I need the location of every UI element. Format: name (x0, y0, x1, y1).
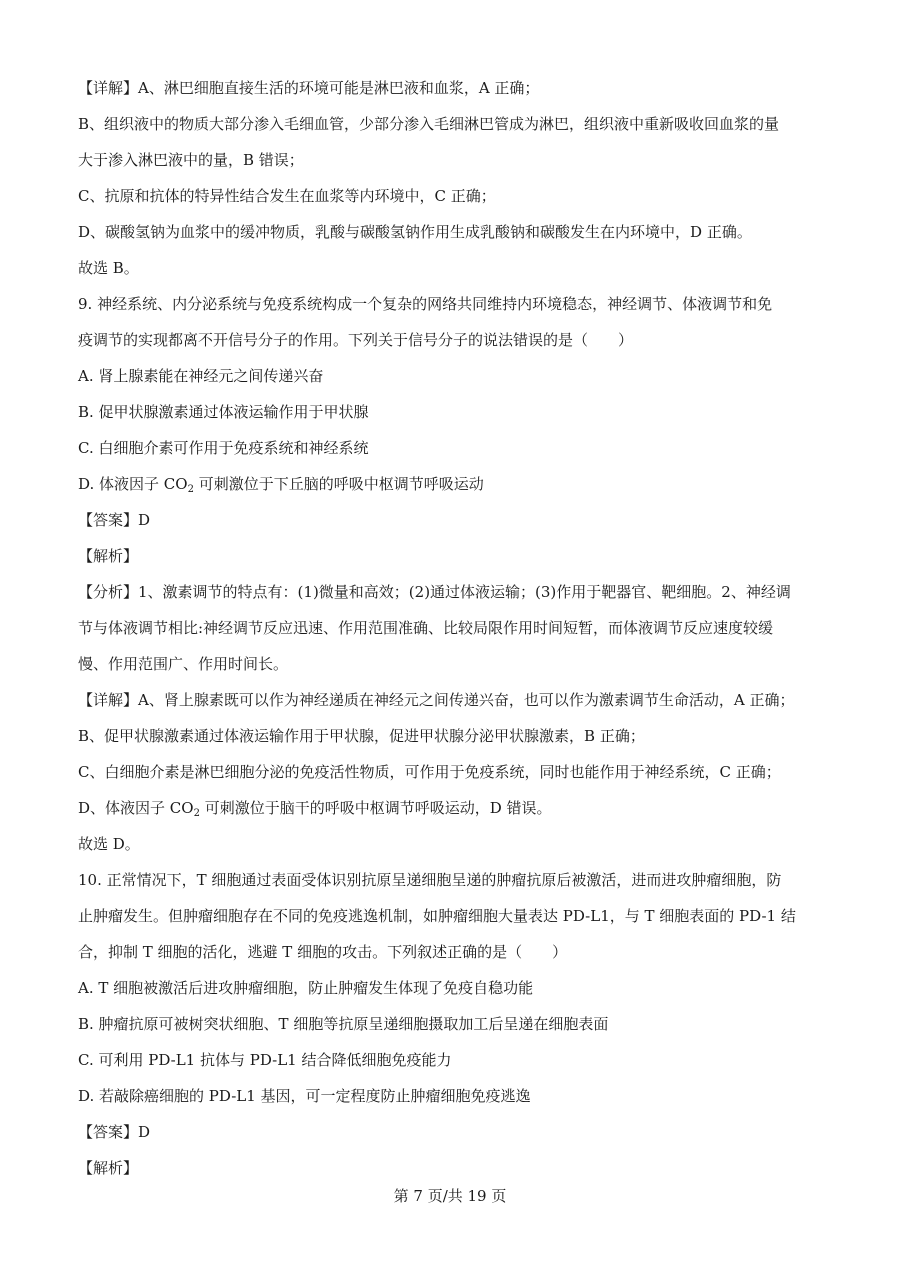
question-9-stem: 9. 神经系统、内分泌系统与免疫系统构成一个复杂的网络共同维持内环境稳态，神经调节、体液调节和免 (78, 295, 773, 313)
text-line: 节与体液调节相比:神经调节反应迅速、作用范围准确、比较局限作用时间短暂，而体液调节反应速度较缓 (78, 619, 774, 637)
subscript: 2 (193, 808, 200, 819)
option-b: B. 肿瘤抗原可被树突状细胞、T 细胞等抗原呈递细胞摄取加工后呈递在细胞表面 (78, 1015, 609, 1033)
answer-label: 【答案】D (78, 1123, 151, 1141)
text-line: D、碳酸氢钠为血浆中的缓冲物质，乳酸与碳酸氢钠作用生成乳酸钠和碳酸发生在内环境中，D 正确。 (78, 223, 752, 241)
text-line: 【分析】1、激素调节的特点有：(1)微量和高效；(2)通过体液运输；(3)作用于靶器官、靶细胞。2、神经调 (78, 583, 791, 601)
question-10-stem: 止肿瘤发生。但肿瘤细胞存在不同的免疫逃逸机制，如肿瘤细胞大量表达 PD-L1，与 T 细胞表面的 PD-1 结 (78, 907, 796, 925)
text-line: 【详解】A、淋巴细胞直接生活的环境可能是淋巴液和血浆，A 正确； (78, 79, 540, 97)
answer-label: 【答案】D (78, 511, 151, 529)
option-a: A. 肾上腺素能在神经元之间传递兴奋 (78, 367, 324, 385)
page-footer: 第 7 页/共 19 页 (393, 1187, 507, 1205)
text-line: 慢、作用范围广、作用时间长。 (78, 655, 289, 673)
subscript: 2 (187, 484, 194, 495)
text-segment: D、体液因子 CO (78, 799, 194, 817)
text-line: 故选 B。 (78, 259, 139, 277)
text-line (78, 798, 828, 824)
option-d: D. 若敲除癌细胞的 PD-L1 基因，可一定程度防止肿瘤细胞免疫逃逸 (78, 1087, 531, 1105)
text-segment: 可刺激位于下丘脑的呼吸中枢调节呼吸运动 (193, 475, 484, 493)
question-10-stem: 合，抑制 T 细胞的活化，逃避 T 细胞的攻击。下列叙述正确的是（ ） (78, 943, 568, 961)
option-a: A. T 细胞被激活后进攻肿瘤细胞，防止肿瘤发生体现了免疫自稳功能 (78, 979, 534, 997)
text-line: B、促甲状腺激素通过体液运输作用于甲状腺，促进甲状腺分泌甲状腺激素，B 正确； (78, 727, 645, 745)
text-line: 大于渗入淋巴液中的量，B 错误； (78, 151, 304, 169)
question-9-stem: 疫调节的实现都离不开信号分子的作用。下列关于信号分子的说法错误的是（ ） (78, 331, 634, 349)
analysis-label: 【解析】 (78, 1159, 139, 1177)
text-segment: 可刺激位于脑干的呼吸中枢调节呼吸运动，D 错误。 (199, 799, 552, 817)
option-b: B. 促甲状腺激素通过体液运输作用于甲状腺 (78, 403, 369, 421)
option-c: C. 白细胞介素可作用于免疫系统和神经系统 (78, 439, 369, 457)
option-d (78, 474, 828, 500)
text-line: C、白细胞介素是淋巴细胞分泌的免疫活性物质，可作用于免疫系统，同时也能作用于神经系统，C 正确； (78, 763, 781, 781)
question-10-stem: 10. 正常情况下，T 细胞通过表面受体识别抗原呈递细胞呈递的肿瘤抗原后被激活，进而进攻肿瘤细胞，防 (78, 871, 782, 889)
analysis-label: 【解析】 (78, 547, 139, 565)
text-line: B、组织液中的物质大部分渗入毛细血管，少部分渗入毛细淋巴管成为淋巴，组织液中重新吸收回血浆的量 (78, 115, 780, 133)
text-line: C、抗原和抗体的特异性结合发生在血浆等内环境中，C 正确； (78, 187, 496, 205)
text-segment: D. 体液因子 CO (78, 475, 188, 493)
text-line: 故选 D。 (78, 835, 140, 853)
text-line: 【详解】A、肾上腺素既可以作为神经递质在神经元之间传递兴奋，也可以作为激素调节生命活动，A 正确； (78, 691, 795, 709)
option-c: C. 可利用 PD-L1 抗体与 PD-L1 结合降低细胞免疫能力 (78, 1051, 452, 1069)
